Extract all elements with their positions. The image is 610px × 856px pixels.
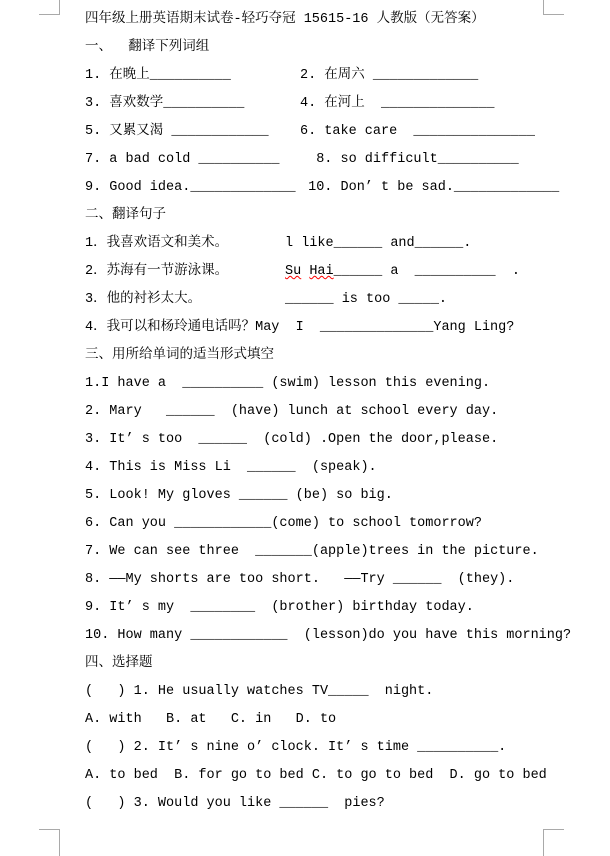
sentence-cn-4: 4．我可以和杨玲通电话吗？ <box>85 320 256 335</box>
exam-content <box>85 6 572 818</box>
fill-blank-line-7: 7. We can see three _______(apple)trees in the picture. <box>85 544 539 559</box>
phrase-item-4: 4. 在河上 ______________ <box>300 96 495 111</box>
phrase-item-10: 10. Don’ t be sad._____________ <box>300 180 560 195</box>
fill-blank-line-8: 8. ——My shorts are too short. ——Try ______ (they). <box>85 572 515 587</box>
phrase-item-5: 5. 又累又渴 ____________ <box>85 124 269 139</box>
fill-blank-line-6: 6. Can you ____________(come) to school tomorrow? <box>85 516 482 531</box>
section2-row-4 <box>85 314 560 342</box>
page-title: 四年级上册英语期末试卷-轻巧夺冠 15615-16 人教版（无答案） <box>85 12 485 27</box>
choice-question-1: ( ) 1. He usually watches TV_____ night. <box>85 684 434 699</box>
fill-blank-line-9: 9. It’ s my ________ (brother) birthday today. <box>85 600 474 615</box>
fill-blank-line-2: 2. Mary ______ (have) lunch at school every day. <box>85 404 499 419</box>
fill-blank-line-1: 1.I have a __________ (swim) lesson this evening. <box>85 376 491 391</box>
section1-row-4 <box>85 146 560 174</box>
phrase-item-7: 7. a bad cold __________ <box>85 152 280 167</box>
section3-heading: 三、用所给单词的适当形式填空 <box>85 348 274 363</box>
section2-row-3 <box>85 286 560 314</box>
sentence-cn-2: 2．苏海有一节游泳课。 <box>85 264 229 279</box>
phrase-item-9: 9. Good idea._____________ <box>85 180 296 195</box>
fill-blank-line-5: 5. Look! My gloves ______ (be) so big. <box>85 488 393 503</box>
phrase-item-1: 1. 在晚上__________ <box>85 68 231 83</box>
section2-row-2 <box>85 258 560 286</box>
phrase-item-8: 8. so difficult__________ <box>300 152 519 167</box>
crop-mark-bottom-left <box>39 829 60 856</box>
choice-question-2: ( ) 2. It’ s nine o’ clock. It’ s time __________. <box>85 740 507 755</box>
fill-blank-line-4: 4. This is Miss Li ______ (speak). <box>85 460 377 475</box>
sentence-en-1: l like______ and______. <box>285 236 472 251</box>
sentence-en-2 <box>285 258 520 286</box>
phrase-item-6: 6. take care _______________ <box>300 124 535 139</box>
choice-question-3: ( ) 3. Would you like ______ pies? <box>85 796 385 811</box>
section2-heading: 二、翻译句子 <box>85 208 166 223</box>
spellcheck-word-hai: Hai <box>309 264 334 279</box>
sentence-cn-3: 3．他的衬衫太大。 <box>85 292 202 307</box>
section1-row-2 <box>85 90 560 118</box>
section2-row-1 <box>85 230 560 258</box>
section4-heading: 四、选择题 <box>85 656 153 671</box>
choice-options-1: A. with B. at C. in D. to <box>85 712 337 727</box>
section1-row-3 <box>85 118 560 146</box>
crop-mark-top-left <box>39 0 60 15</box>
sentence-en-2-rest: ______ a __________ . <box>333 264 520 279</box>
section1-heading: 一、 翻译下列词组 <box>85 40 210 55</box>
fill-blank-line-10: 10. How many ____________ (lesson)do you have this morning? <box>85 628 572 643</box>
phrase-item-2: 2. 在周六 _____________ <box>300 68 479 83</box>
sentence-cn-1: 1．我喜欢语文和美术。 <box>85 236 229 251</box>
choice-options-2: A. to bed B. for go to bed C. to go to bed D. go to bed <box>85 768 547 783</box>
sentence-en-4: May I ______________Yang Ling? <box>255 320 515 335</box>
sentence-en-3: ______ is too _____. <box>285 292 448 307</box>
fill-blank-line-3: 3. It’ s too ______ (cold) .Open the door,please. <box>85 432 499 447</box>
crop-mark-bottom-right <box>543 829 564 856</box>
spellcheck-word-su: Su <box>285 264 302 279</box>
phrase-item-3: 3. 喜欢数学__________ <box>85 96 245 111</box>
section1-row-5 <box>85 174 560 202</box>
section1-row-1 <box>85 62 560 90</box>
